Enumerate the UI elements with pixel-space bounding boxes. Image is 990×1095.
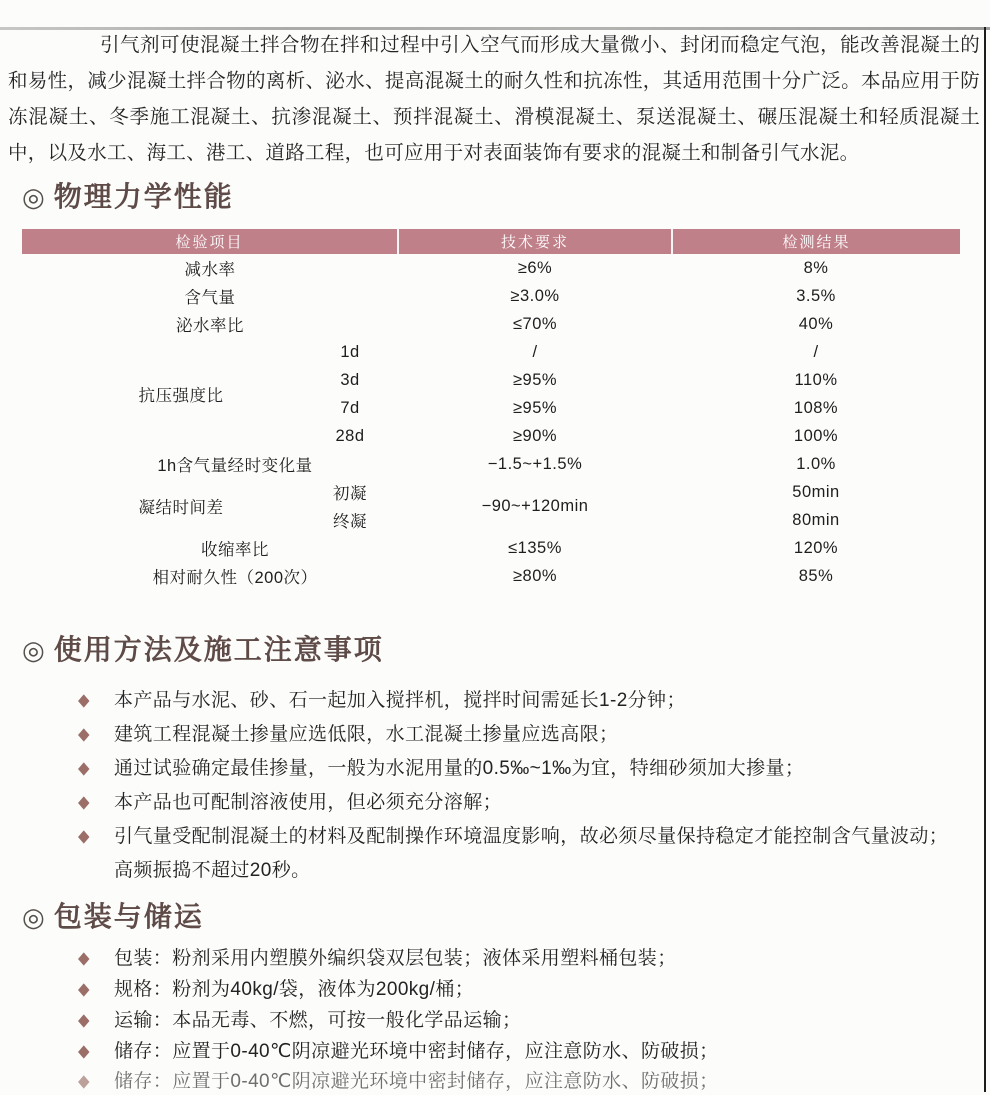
requirement-cell: ≥95% xyxy=(512,370,558,389)
diamond-bullet-icon: ◆ xyxy=(78,758,90,779)
list-item-text: 储存：应置于0-40℃阴凉避光环境中密封储存，应注意防水、防破损； xyxy=(114,1071,719,1092)
result-cell: 1.0% xyxy=(796,454,836,473)
diamond-bullet-icon: ◆ xyxy=(78,690,90,711)
list-item xyxy=(78,1040,990,1064)
section-title-text: 使用方法及施工注意事项 xyxy=(53,634,384,665)
usage-bullet-list xyxy=(78,688,990,849)
table-row xyxy=(22,254,960,282)
requirement-cell: ≥90% xyxy=(512,426,558,445)
list-item xyxy=(78,756,990,781)
phase-cell: 终凝 xyxy=(333,513,367,531)
result-cell: 3.5% xyxy=(796,286,836,305)
age-cell: 3d xyxy=(340,370,360,389)
diamond-bullet-icon: ◆ xyxy=(78,792,90,813)
requirement-cell: −1.5~+1.5% xyxy=(487,454,583,473)
section-title-usage xyxy=(22,632,990,668)
result-cell: / xyxy=(813,342,819,361)
item-cell: 泌水率比 xyxy=(176,317,244,335)
item-cell: 1h含气量经时变化量 xyxy=(157,457,313,475)
result-cell: 8% xyxy=(803,258,829,277)
age-cell: 7d xyxy=(340,398,360,417)
col-header-result: 检测结果 xyxy=(672,229,960,254)
list-item xyxy=(78,790,990,815)
requirement-cell: ≥3.0% xyxy=(510,286,560,305)
properties-table xyxy=(22,229,960,590)
result-cell: 110% xyxy=(794,370,838,389)
result-cell: 50min xyxy=(792,482,840,501)
requirement-cell: ≤70% xyxy=(512,314,558,333)
list-item-text: 建筑工程混凝土掺量应选低限，水工混凝土掺量应选高限； xyxy=(114,724,619,745)
table-row xyxy=(22,338,960,366)
result-cell: 85% xyxy=(798,566,834,585)
item-cell: 收缩率比 xyxy=(201,541,269,559)
table-row xyxy=(22,310,960,338)
result-cell: 80min xyxy=(792,510,840,529)
group-label-strength: 抗压强度比 xyxy=(138,387,224,405)
packing-bullet-list xyxy=(78,947,990,1064)
diamond-bullet-icon: ◆ xyxy=(78,979,90,1000)
table-row xyxy=(22,450,960,478)
diamond-bullet-icon: ◆ xyxy=(78,1071,90,1092)
scan-right-border xyxy=(984,27,986,1092)
section-title-physical xyxy=(22,179,990,215)
list-item-text: 包装：粉剂采用内塑膜外编织袋双层包装；液体采用塑料桶包装； xyxy=(114,948,677,969)
table-row xyxy=(22,562,960,590)
section-marker-icon: ◎ xyxy=(22,182,47,212)
result-cell: 40% xyxy=(798,314,834,333)
list-item-text: 引气量受配制混凝土的材料及配制操作环境温度影响，故必须尽量保持稳定才能控制含气量波动； xyxy=(114,826,949,847)
age-cell: 1d xyxy=(340,342,360,361)
list-item xyxy=(78,1009,990,1033)
requirement-cell: / xyxy=(532,342,538,361)
requirement-cell: ≥80% xyxy=(512,566,558,585)
col-header-item: 检验项目 xyxy=(22,229,398,254)
intro-paragraph: 引气剂可使混凝土拌合物在拌和过程中引入空气而形成大量微小、封闭而稳定气泡，能改善混凝土的和易性，减少混凝土拌合物的离析、泌水、提高混凝土的耐久性和抗冻性，其适用范围十分广泛。本品应用于防冻混凝土、冬季施工混凝土、抗渗混凝土、预拌混凝土、滑模混凝土、泵送混凝土、碾压混凝土和轻质混凝土中，以及水工、海工、港工、道路工程，也可应用于对表面装饰有要求的混凝土和制备引气水泥。 xyxy=(8,34,980,164)
list-item-continuation: 高频振捣不超过20秒。 xyxy=(114,860,311,881)
diamond-bullet-icon: ◆ xyxy=(78,1010,90,1031)
list-item-text: 本产品也可配制溶液使用，但必须充分溶解； xyxy=(114,792,503,813)
diamond-bullet-icon: ◆ xyxy=(78,724,90,745)
table-row xyxy=(22,534,960,562)
requirement-cell: ≤135% xyxy=(508,538,562,557)
requirement-cell: ≥6% xyxy=(517,258,553,277)
requirement-cell: −90~+120min xyxy=(481,496,589,515)
table-row xyxy=(22,282,960,310)
list-item-text: 储存：应置于0-40℃阴凉避光环境中密封储存，应注意防水、防破损； xyxy=(114,1041,719,1062)
result-cell: 108% xyxy=(793,398,839,417)
result-cell: 120% xyxy=(793,538,839,557)
item-cell: 含气量 xyxy=(184,289,236,307)
list-item xyxy=(78,947,990,971)
diamond-bullet-icon: ◆ xyxy=(78,826,90,847)
clipped-bottom-line xyxy=(78,1071,990,1092)
age-cell: 28d xyxy=(335,426,365,445)
list-item xyxy=(78,978,990,1002)
section-title-text: 包装与储运 xyxy=(53,901,204,932)
section-marker-icon: ◎ xyxy=(22,635,47,665)
diamond-bullet-icon: ◆ xyxy=(78,1041,90,1062)
list-item-text: 运输：本品无毒、不燃，可按一般化学品运输； xyxy=(114,1010,522,1031)
section-marker-icon: ◎ xyxy=(22,902,47,932)
section-title-text: 物理力学性能 xyxy=(53,181,234,212)
section-title-packing xyxy=(22,899,990,935)
list-item-text: 本产品与水泥、砂、石一起加入搅拌机，搅拌时间需延长1-2分钟； xyxy=(114,690,686,711)
col-header-requirement: 技术要求 xyxy=(398,229,672,254)
list-item xyxy=(78,1071,990,1093)
scan-top-edge xyxy=(0,27,990,30)
phase-cell: 初凝 xyxy=(333,485,367,503)
table-row xyxy=(22,478,960,506)
list-item xyxy=(78,688,990,713)
list-item-text: 通过试验确定最佳掺量，一般为水泥用量的0.5‰~1‰为宜，特细砂须加大掺量； xyxy=(114,758,805,779)
item-cell: 减水率 xyxy=(184,261,236,279)
list-item-text: 规格：粉剂为40kg/袋，液体为200kg/桶； xyxy=(114,979,475,1000)
table-header-row xyxy=(22,229,960,254)
item-cell: 相对耐久性（200次） xyxy=(152,569,318,587)
requirement-cell: ≥95% xyxy=(512,398,558,417)
list-item xyxy=(78,824,990,849)
result-cell: 100% xyxy=(793,426,839,445)
group-label-setting: 凝结时间差 xyxy=(138,499,224,517)
list-item xyxy=(78,722,990,747)
diamond-bullet-icon: ◆ xyxy=(78,948,90,969)
